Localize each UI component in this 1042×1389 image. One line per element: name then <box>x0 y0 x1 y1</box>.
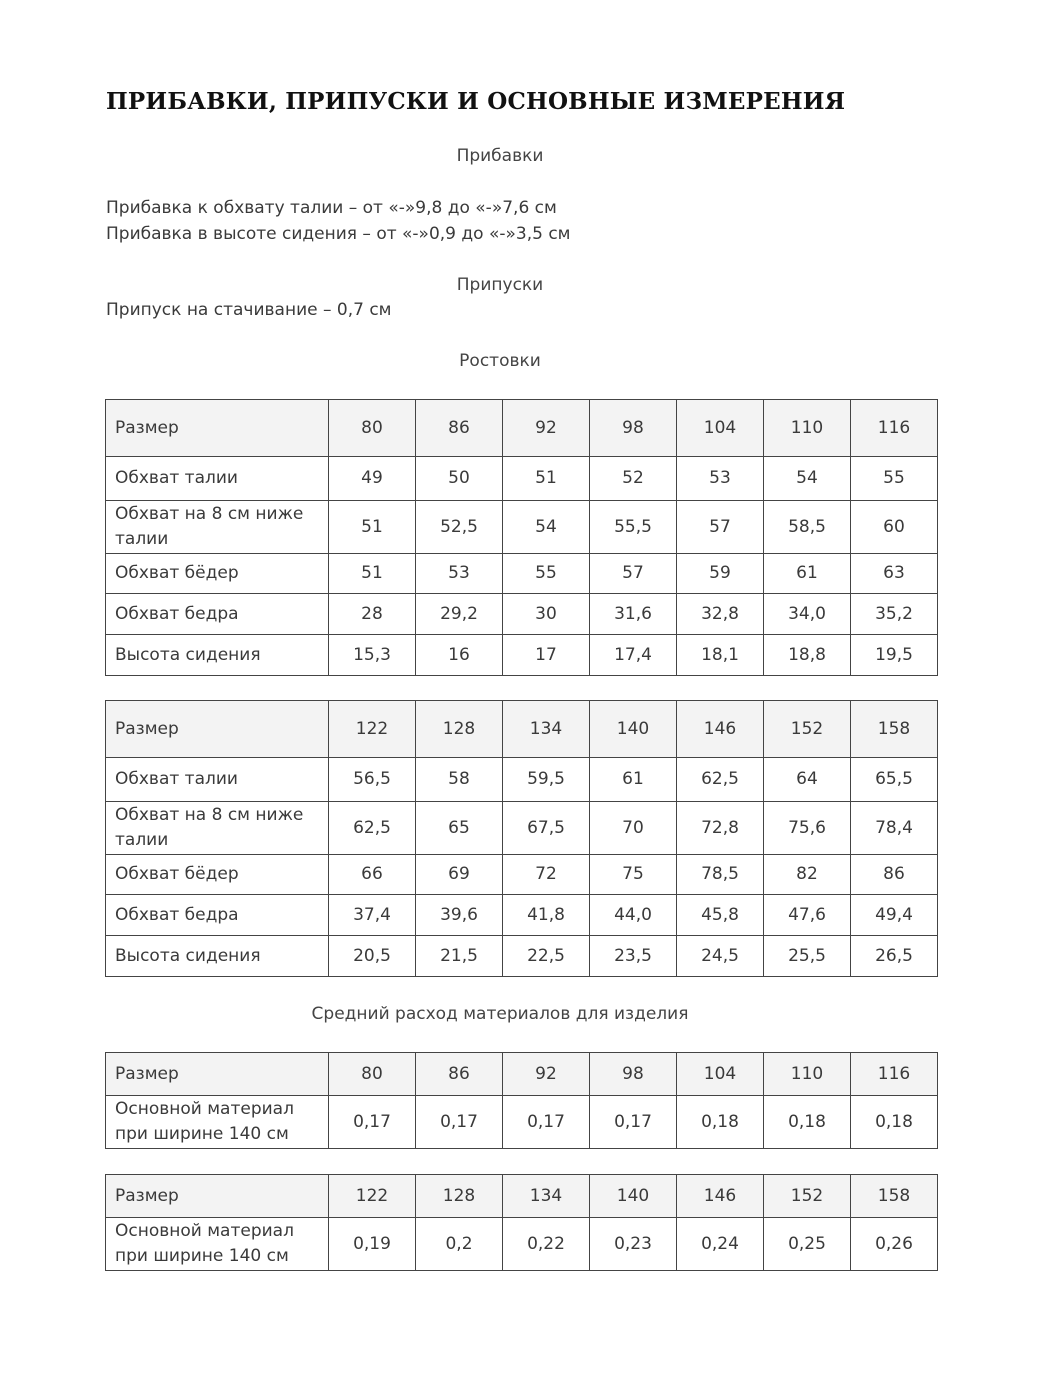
value-cell: 17 <box>503 635 590 676</box>
size-cell: 152 <box>764 701 851 758</box>
value-cell: 82 <box>764 855 851 895</box>
value-cell: 61 <box>590 758 677 802</box>
size-cell: 158 <box>851 1175 938 1218</box>
value-cell: 57 <box>677 501 764 554</box>
table-row <box>106 936 938 977</box>
value-cell: 55 <box>851 457 938 501</box>
size-cell: 158 <box>851 701 938 758</box>
size-cell: 104 <box>677 400 764 457</box>
row-label: Обхват на 8 см ниже талии <box>106 501 329 554</box>
table-row <box>106 1218 938 1271</box>
value-cell: 32,8 <box>677 594 764 635</box>
value-cell: 78,5 <box>677 855 764 895</box>
value-cell: 17,4 <box>590 635 677 676</box>
value-cell: 0,17 <box>503 1096 590 1149</box>
size-cell: 134 <box>503 1175 590 1218</box>
value-cell: 25,5 <box>764 936 851 977</box>
value-cell: 0,23 <box>590 1218 677 1271</box>
size-cell: 104 <box>677 1053 764 1096</box>
value-cell: 0,18 <box>677 1096 764 1149</box>
size-cell: 98 <box>590 1053 677 1096</box>
value-cell: 59,5 <box>503 758 590 802</box>
allowance-line-seat: Прибавка в высоте сидения – от «-»0,9 до «-»3,5 см <box>106 224 571 244</box>
value-cell: 62,5 <box>677 758 764 802</box>
allowance-line-waist: Прибавка к обхвату талии – от «-»9,8 до «-»7,6 см <box>106 198 557 218</box>
size-cell: 122 <box>329 701 416 758</box>
value-cell: 22,5 <box>503 936 590 977</box>
value-cell: 52,5 <box>416 501 503 554</box>
value-cell: 53 <box>416 554 503 594</box>
value-cell: 47,6 <box>764 895 851 936</box>
sizes-heading: Ростовки <box>459 351 541 371</box>
size-cell: 80 <box>329 400 416 457</box>
size-cell: 116 <box>851 1053 938 1096</box>
table-header-row <box>106 1053 938 1096</box>
row-label: Основной материал при ширине 140 см <box>106 1218 329 1271</box>
allowances-heading: Прибавки <box>456 146 544 166</box>
table-row <box>106 802 938 855</box>
table-row <box>106 501 938 554</box>
size-cell: 86 <box>416 400 503 457</box>
value-cell: 54 <box>503 501 590 554</box>
size-cell: 110 <box>764 400 851 457</box>
row-label: Высота сидения <box>106 635 329 676</box>
value-cell: 70 <box>590 802 677 855</box>
size-cell: 86 <box>416 1053 503 1096</box>
size-cell: 146 <box>677 1175 764 1218</box>
size-cell: 128 <box>416 701 503 758</box>
size-cell: 122 <box>329 1175 416 1218</box>
value-cell: 72,8 <box>677 802 764 855</box>
value-cell: 37,4 <box>329 895 416 936</box>
row-label: Обхват талии <box>106 758 329 802</box>
seam-line: Припуск на стачивание – 0,7 см <box>106 300 392 320</box>
measurements-table-2 <box>105 700 938 977</box>
size-cell: 128 <box>416 1175 503 1218</box>
header-label-cell: Размер <box>106 1175 329 1218</box>
table-header-row <box>106 1175 938 1218</box>
value-cell: 60 <box>851 501 938 554</box>
size-cell: 146 <box>677 701 764 758</box>
table-row <box>106 554 938 594</box>
value-cell: 0,17 <box>590 1096 677 1149</box>
value-cell: 57 <box>590 554 677 594</box>
row-label: Основной материал при ширине 140 см <box>106 1096 329 1149</box>
value-cell: 62,5 <box>329 802 416 855</box>
size-cell: 140 <box>590 1175 677 1218</box>
row-label: Обхват на 8 см ниже талии <box>106 802 329 855</box>
value-cell: 18,8 <box>764 635 851 676</box>
value-cell: 0,24 <box>677 1218 764 1271</box>
value-cell: 0,26 <box>851 1218 938 1271</box>
value-cell: 31,6 <box>590 594 677 635</box>
value-cell: 15,3 <box>329 635 416 676</box>
value-cell: 51 <box>503 457 590 501</box>
value-cell: 67,5 <box>503 802 590 855</box>
table-row <box>106 635 938 676</box>
value-cell: 0,17 <box>329 1096 416 1149</box>
value-cell: 75,6 <box>764 802 851 855</box>
value-cell: 34,0 <box>764 594 851 635</box>
value-cell: 44,0 <box>590 895 677 936</box>
header-label-cell: Размер <box>106 400 329 457</box>
value-cell: 28 <box>329 594 416 635</box>
row-label: Обхват бёдер <box>106 855 329 895</box>
value-cell: 54 <box>764 457 851 501</box>
value-cell: 72 <box>503 855 590 895</box>
row-label: Обхват бедра <box>106 895 329 936</box>
value-cell: 0,17 <box>416 1096 503 1149</box>
value-cell: 52 <box>590 457 677 501</box>
value-cell: 65 <box>416 802 503 855</box>
size-cell: 92 <box>503 1053 590 1096</box>
value-cell: 63 <box>851 554 938 594</box>
value-cell: 51 <box>329 501 416 554</box>
value-cell: 21,5 <box>416 936 503 977</box>
value-cell: 66 <box>329 855 416 895</box>
seam-heading: Припуски <box>456 275 544 295</box>
size-cell: 98 <box>590 400 677 457</box>
value-cell: 65,5 <box>851 758 938 802</box>
value-cell: 61 <box>764 554 851 594</box>
value-cell: 55,5 <box>590 501 677 554</box>
row-label: Высота сидения <box>106 936 329 977</box>
value-cell: 56,5 <box>329 758 416 802</box>
size-cell: 80 <box>329 1053 416 1096</box>
value-cell: 49,4 <box>851 895 938 936</box>
table-row <box>106 895 938 936</box>
table-row <box>106 855 938 895</box>
value-cell: 49 <box>329 457 416 501</box>
value-cell: 35,2 <box>851 594 938 635</box>
size-cell: 110 <box>764 1053 851 1096</box>
value-cell: 86 <box>851 855 938 895</box>
value-cell: 55 <box>503 554 590 594</box>
size-cell: 140 <box>590 701 677 758</box>
value-cell: 78,4 <box>851 802 938 855</box>
size-cell: 116 <box>851 400 938 457</box>
header-label-cell: Размер <box>106 701 329 758</box>
consumption-table-2 <box>105 1174 938 1271</box>
value-cell: 53 <box>677 457 764 501</box>
size-cell: 134 <box>503 701 590 758</box>
value-cell: 23,5 <box>590 936 677 977</box>
table-header-row <box>106 701 938 758</box>
value-cell: 29,2 <box>416 594 503 635</box>
measurements-table-1 <box>105 399 938 676</box>
value-cell: 51 <box>329 554 416 594</box>
value-cell: 0,2 <box>416 1218 503 1271</box>
table-row <box>106 594 938 635</box>
row-label: Обхват бёдер <box>106 554 329 594</box>
table-row <box>106 1096 938 1149</box>
size-cell: 152 <box>764 1175 851 1218</box>
value-cell: 0,22 <box>503 1218 590 1271</box>
table-row <box>106 758 938 802</box>
row-label: Обхват бедра <box>106 594 329 635</box>
value-cell: 58,5 <box>764 501 851 554</box>
value-cell: 0,18 <box>851 1096 938 1149</box>
value-cell: 0,18 <box>764 1096 851 1149</box>
value-cell: 39,6 <box>416 895 503 936</box>
value-cell: 45,8 <box>677 895 764 936</box>
value-cell: 41,8 <box>503 895 590 936</box>
value-cell: 69 <box>416 855 503 895</box>
value-cell: 16 <box>416 635 503 676</box>
value-cell: 59 <box>677 554 764 594</box>
value-cell: 50 <box>416 457 503 501</box>
value-cell: 75 <box>590 855 677 895</box>
size-cell: 92 <box>503 400 590 457</box>
value-cell: 58 <box>416 758 503 802</box>
value-cell: 18,1 <box>677 635 764 676</box>
row-label: Обхват талии <box>106 457 329 501</box>
value-cell: 0,25 <box>764 1218 851 1271</box>
table-header-row <box>106 400 938 457</box>
value-cell: 64 <box>764 758 851 802</box>
document-title: ПРИБАВКИ, ПРИПУСКИ И ОСНОВНЫЕ ИЗМЕРЕНИЯ <box>106 88 846 115</box>
header-label-cell: Размер <box>106 1053 329 1096</box>
value-cell: 0,19 <box>329 1218 416 1271</box>
consumption-table-1 <box>105 1052 938 1149</box>
value-cell: 20,5 <box>329 936 416 977</box>
value-cell: 24,5 <box>677 936 764 977</box>
consumption-heading: Средний расход материалов для изделия <box>311 1004 689 1024</box>
table-row <box>106 457 938 501</box>
value-cell: 26,5 <box>851 936 938 977</box>
value-cell: 30 <box>503 594 590 635</box>
value-cell: 19,5 <box>851 635 938 676</box>
